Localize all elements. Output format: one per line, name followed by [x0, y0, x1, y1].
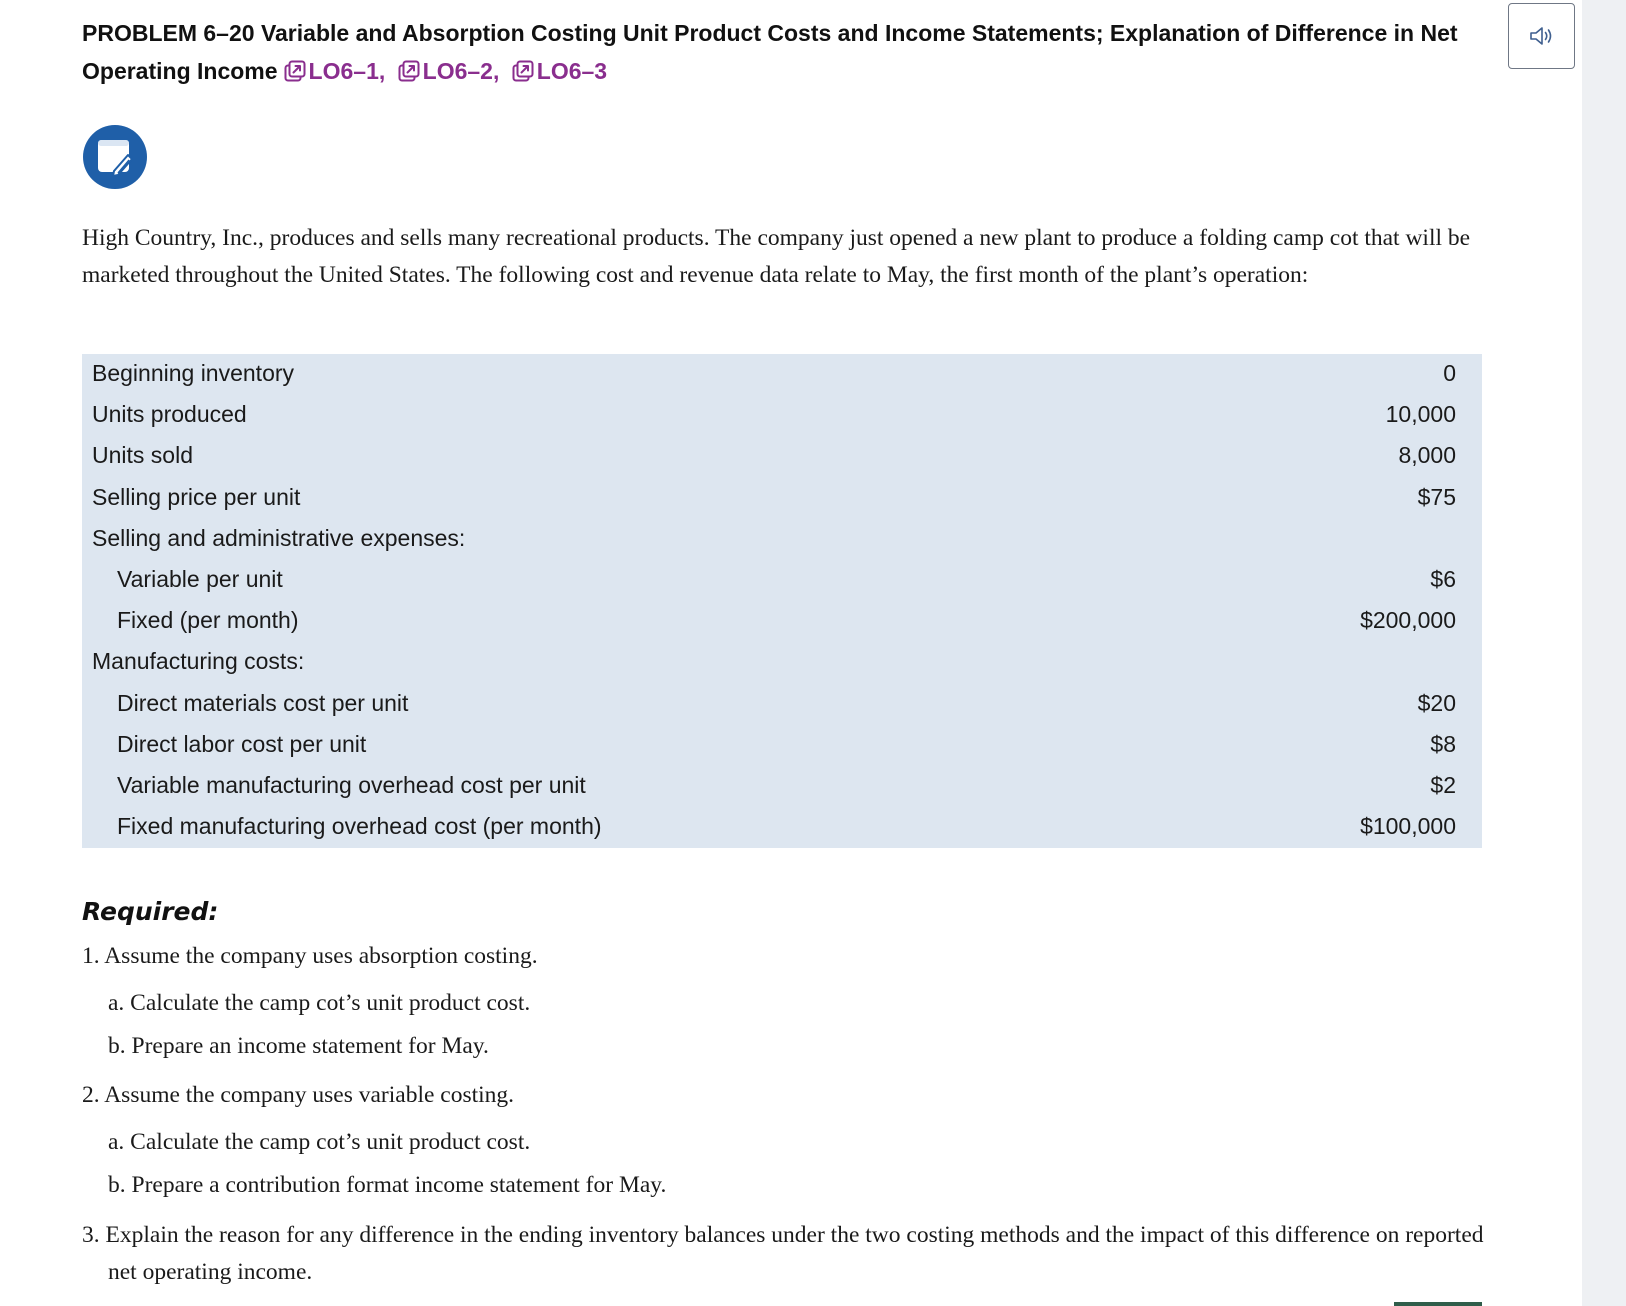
row-label: Beginning inventory	[92, 360, 295, 386]
required-item-1a: a. Calculate the camp cot’s unit product cost.	[108, 990, 531, 1016]
required-item-2a: a. Calculate the camp cot’s unit product cost.	[108, 1129, 531, 1155]
row-label: Variable per unit	[117, 565, 283, 592]
row-label: Selling price per unit	[92, 483, 301, 510]
row-value: $2	[1430, 771, 1456, 798]
problem-title: PROBLEM 6–20 Variable and Absorption Costing Unit Product Costs and Income Statements; Explanation of Difference in Net Operating Income	[82, 20, 1458, 84]
required-item-3: 3. Explain the reason for any difference in the ending inventory balances under the two costing methods and the impact of this difference on reported net operating income.	[82, 1222, 1484, 1285]
row-label: Direct materials cost per unit	[117, 689, 409, 716]
required-item-1b: b. Prepare an income statement for May.	[108, 1033, 489, 1059]
table-row	[82, 519, 1482, 560]
table-row	[82, 684, 1482, 725]
row-label: Fixed manufacturing overhead cost (per month)	[117, 813, 602, 840]
external-link-icon	[512, 60, 534, 82]
row-value: $8	[1430, 730, 1456, 757]
table-row	[82, 766, 1482, 807]
row-value: $200,000	[1360, 607, 1456, 634]
row-value: 8,000	[1398, 442, 1456, 469]
lo-link-3[interactable]: LO6–3	[506, 58, 607, 84]
page-side-strip	[1582, 0, 1626, 1306]
row-label: Variable manufacturing overhead cost per unit	[117, 771, 586, 798]
intro-paragraph: High Country, Inc., produces and sells many recreational products. The company just opened a new plant to produce a folding camp cot that will be marketed throughout the United States. The following cost and revenue data relate to May, the first month of the plant’s operation:	[82, 225, 1471, 288]
speaker-icon	[1529, 25, 1555, 47]
lo-link-1[interactable]: LO6–1,	[278, 58, 386, 84]
table-row	[82, 601, 1482, 642]
row-value: 0	[1443, 360, 1456, 386]
row-value: $100,000	[1360, 813, 1456, 840]
table-row	[82, 725, 1482, 766]
table-row	[82, 642, 1482, 683]
row-value: $20	[1417, 689, 1456, 716]
row-label: Manufacturing costs:	[92, 648, 305, 675]
table-row	[82, 436, 1482, 477]
table-row	[82, 395, 1482, 436]
required-item-2b: b. Prepare a contribution format income statement for May.	[108, 1172, 667, 1198]
table-row	[82, 478, 1482, 519]
row-label: Units produced	[92, 401, 247, 428]
row-label: Units sold	[92, 442, 193, 469]
required-item-2: 2. Assume the company uses variable costing.	[82, 1082, 515, 1108]
notes-button[interactable]	[82, 124, 148, 190]
table-row	[82, 560, 1482, 601]
row-value: $75	[1417, 483, 1456, 510]
table-row	[82, 354, 1482, 395]
lo-link-2[interactable]: LO6–2,	[392, 58, 500, 84]
partial-control-edge	[1394, 1302, 1482, 1306]
row-value: $6	[1430, 565, 1456, 592]
external-link-icon	[284, 60, 306, 82]
required-item-1: 1. Assume the company uses absorption costing.	[82, 943, 538, 969]
problem-heading	[82, 14, 1492, 90]
row-label: Fixed (per month)	[117, 607, 299, 634]
required-heading: Required:	[82, 897, 219, 926]
read-aloud-button[interactable]	[1508, 3, 1575, 69]
row-label: Direct labor cost per unit	[117, 730, 367, 757]
row-label: Selling and administrative expenses:	[92, 524, 466, 551]
notes-icon	[82, 124, 148, 190]
row-value: 10,000	[1385, 401, 1456, 428]
external-link-icon	[398, 60, 420, 82]
table-row	[82, 807, 1482, 848]
cost-data-table	[82, 354, 1482, 848]
